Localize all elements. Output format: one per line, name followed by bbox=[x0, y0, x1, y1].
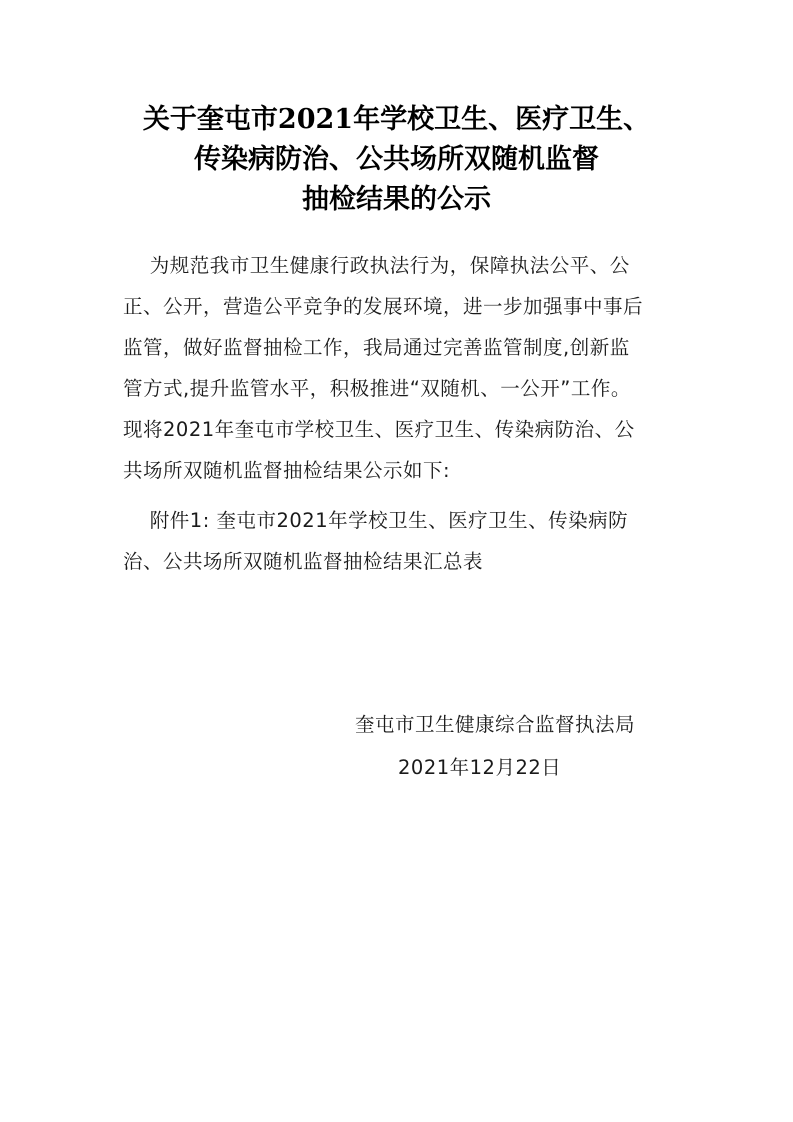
paragraph-1-line-4: 管方式,提升监管水平，积极推进“双随机、一公开”工作。 bbox=[123, 377, 631, 400]
title-line-2: 传染病防治、公共场所双随机监督 bbox=[194, 144, 599, 175]
title-line-3: 抽检结果的公示 bbox=[302, 184, 491, 215]
paragraph-1-line-5: 现将2021年奎屯市学校卫生、医疗卫生、传染病防治、公 bbox=[123, 418, 635, 441]
signature-organization: 奎屯市卫生健康综合监督执法局 bbox=[355, 713, 636, 736]
paragraph-1-line-2: 正、公开，营造公平竞争的发展环境，进一步加强事中事后 bbox=[123, 295, 644, 318]
body-paragraph-1 bbox=[123, 245, 683, 491]
paragraph-1-line-6: 共场所双随机监督抽检结果公示如下: bbox=[123, 459, 451, 482]
title-line-1: 关于奎屯市2021年学校卫生、医疗卫生、 bbox=[142, 104, 651, 135]
paragraph-1-line-1: 为规范我市卫生健康行政执法行为，保障执法公平、公 bbox=[123, 254, 630, 277]
body-paragraph-2 bbox=[123, 500, 683, 582]
signature-date: 2021年12月22日 bbox=[398, 756, 562, 779]
document-title bbox=[0, 100, 793, 220]
paragraph-2-line-1: 附件1: 奎屯市2021年学校卫生、医疗卫生、传染病防 bbox=[123, 509, 629, 532]
paragraph-2-line-2: 治、公共场所双随机监督抽检结果汇总表 bbox=[123, 550, 484, 573]
paragraph-1-line-3: 监管，做好监督抽检工作，我局通过完善监管制度,创新监 bbox=[123, 336, 630, 359]
